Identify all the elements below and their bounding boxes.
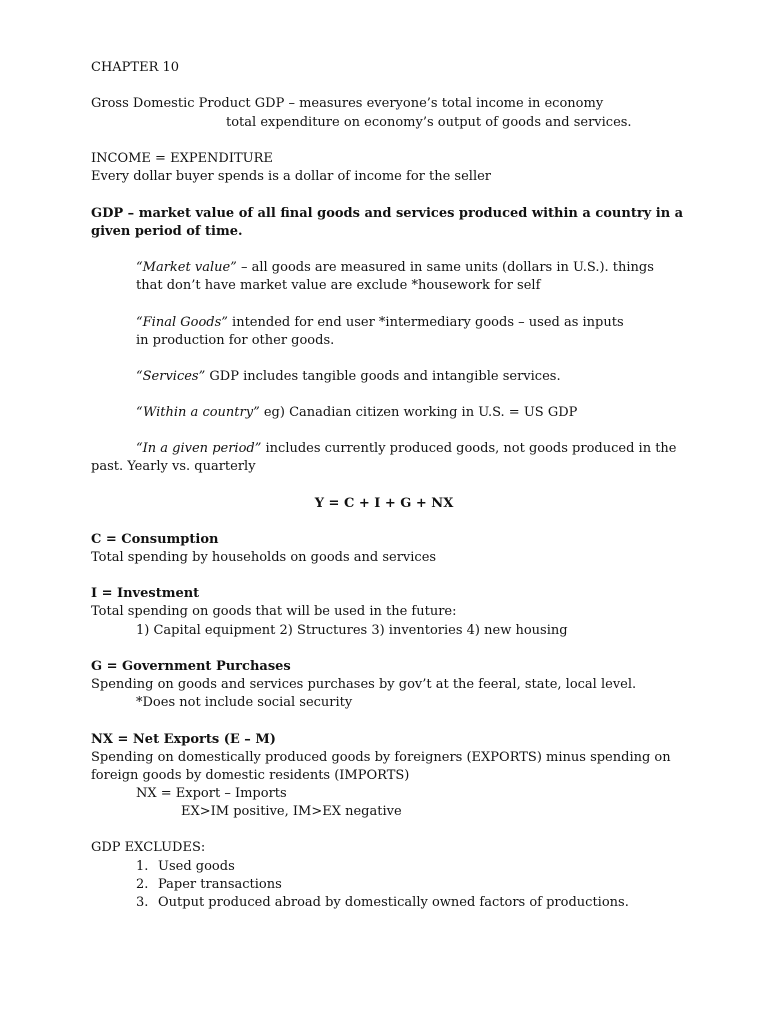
excludes-item (136, 894, 629, 912)
government-note: *Does not include social security (136, 695, 353, 710)
government-heading: G = Government Purchases (91, 659, 291, 674)
excludes-item (136, 858, 235, 876)
term-market-value (136, 259, 654, 277)
term-services-label: “Services” (136, 369, 206, 384)
excludes-item-text: Paper transactions (158, 877, 282, 892)
term-given-period-text: includes currently produced goods, not goods produced in the (261, 441, 677, 456)
investment-heading: I = Investment (91, 586, 200, 601)
net-exports-heading: NX = Net Exports (E – M) (91, 732, 276, 747)
term-final-goods-label: “Final Goods” (136, 315, 228, 330)
investment-list: 1) Capital equipment 2) Structures 3) inventories 4) new housing (136, 623, 568, 638)
gdp-intro-line1: Gross Domestic Product GDP – measures everyone’s total income in economy (91, 96, 604, 111)
net-exports-line2: foreign goods by domestic residents (IMPORTS) (91, 768, 410, 783)
term-services (136, 368, 561, 386)
consumption-text: Total spending by households on goods and services (91, 550, 437, 565)
term-within-country-label: “Within a country” (136, 405, 260, 420)
term-final-goods-line2: in production for other goods. (136, 333, 335, 348)
excludes-item-text: Used goods (158, 859, 235, 874)
excludes-item-number: 3. (136, 895, 149, 910)
excludes-heading: GDP EXCLUDES: (91, 840, 206, 855)
term-market-value-line2: that don’t have market value are exclude *housework for self (136, 278, 541, 293)
gdp-intro-line2: total expenditure on economy’s output of goods and services. (226, 115, 632, 130)
investment-text: Total spending on goods that will be used in the future: (91, 604, 457, 619)
income-text: Every dollar buyer spends is a dollar of income for the seller (91, 169, 492, 184)
term-within-country (136, 404, 577, 422)
gdp-formula: Y = C + I + G + NX (314, 496, 454, 511)
excludes-item-text: Output produced abroad by domestically owned factors of productions. (158, 895, 629, 910)
chapter-title: CHAPTER 10 (91, 60, 180, 75)
gdp-definition-line2: given period of time. (91, 224, 243, 239)
excludes-item-number: 2. (136, 877, 149, 892)
gdp-definition-line1: GDP – market value of all final goods and services produced within a country in a (91, 206, 684, 221)
term-market-value-label: “Market value” (136, 260, 237, 275)
term-services-text: GDP includes tangible goods and intangible services. (205, 369, 561, 384)
excludes-item (136, 876, 282, 894)
government-text: Spending on goods and services purchases by gov’t at the feeral, state, local level. (91, 677, 637, 692)
term-given-period (136, 440, 677, 458)
net-exports-line1: Spending on domestically produced goods by foreigners (EXPORTS) minus spending on (91, 750, 671, 765)
net-exports-rule: EX>IM positive, IM>EX negative (181, 804, 402, 819)
consumption-heading: C = Consumption (91, 532, 219, 547)
net-exports-formula: NX = Export – Imports (136, 786, 287, 801)
excludes-item-number: 1. (136, 859, 149, 874)
term-given-period-label: “In a given period” (136, 441, 262, 456)
term-given-period-line2: past. Yearly vs. quarterly (91, 459, 256, 474)
income-heading: INCOME = EXPENDITURE (91, 151, 273, 166)
term-within-country-text: eg) Canadian citizen working in U.S. = US GDP (259, 405, 578, 420)
term-final-goods-text: intended for end user *intermediary goods – used as inputs (227, 315, 624, 330)
term-final-goods (136, 314, 624, 332)
term-market-value-text: – all goods are measured in same units (dollars in U.S.). things (236, 260, 654, 275)
